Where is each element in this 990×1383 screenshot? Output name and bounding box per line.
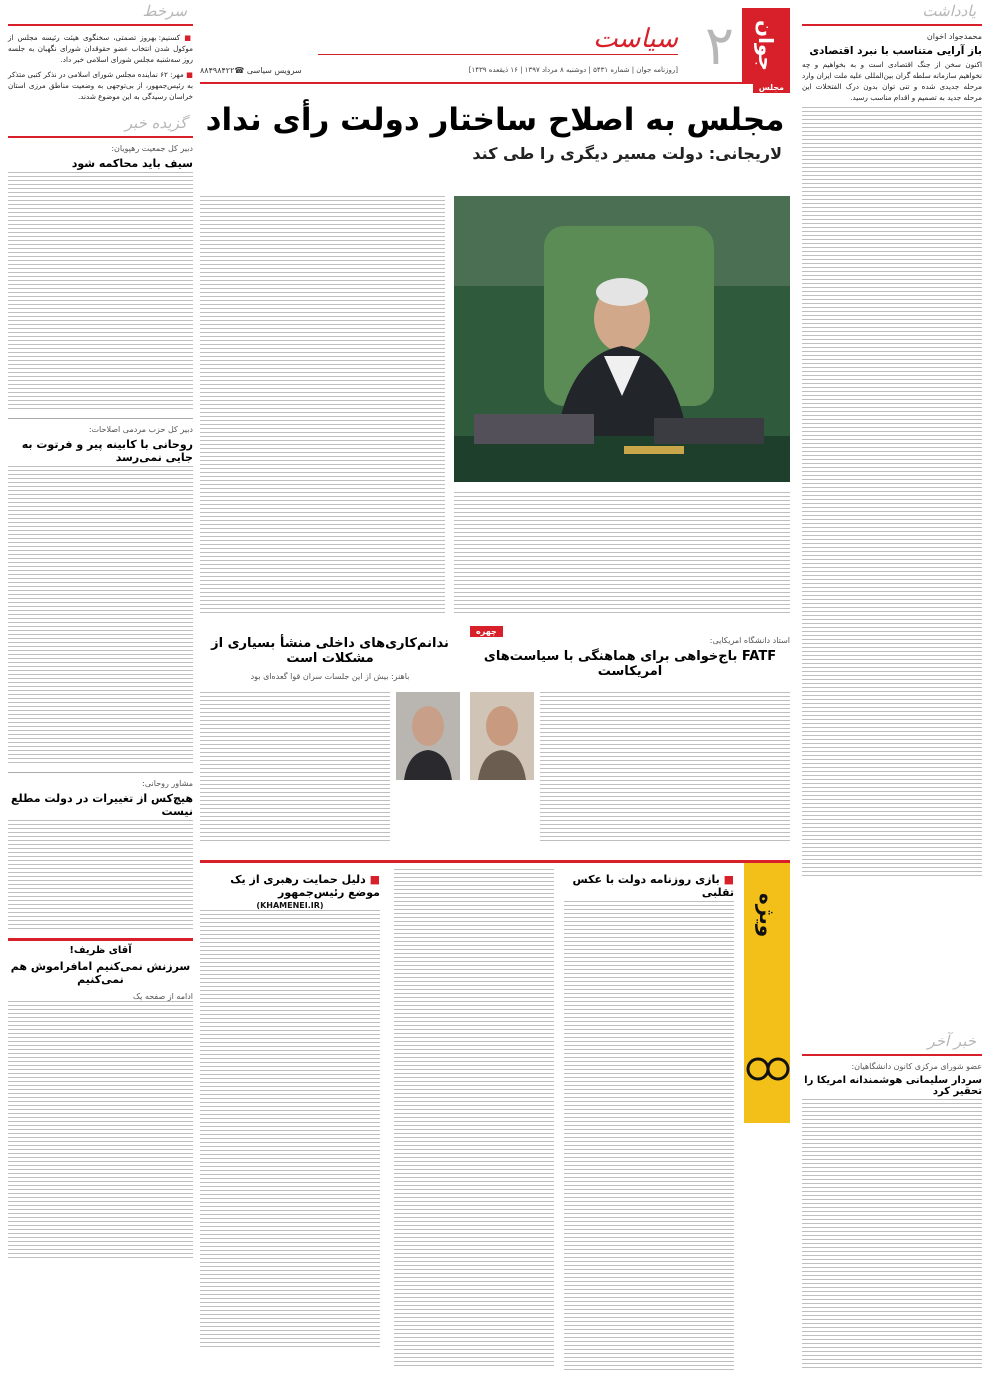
- news1-kicker: دبیر کل جمعیت رهپویان:: [111, 144, 193, 153]
- center-column: [200, 0, 790, 1382]
- news2-body: [8, 466, 193, 766]
- special-item3-handle: (KHAMENEI.IR): [256, 901, 324, 910]
- special-middle: [394, 869, 554, 1369]
- headlines-section-header: سرخط: [8, 0, 193, 26]
- story3-sub: باهنر: بیش از این جلسات سران قوا گعده‌ای بود: [250, 672, 410, 681]
- left-column: [8, 0, 193, 1382]
- story3-headline: ندانم‌کاری‌های داخلی منشأ بسیاری از مشکلات است: [211, 636, 449, 666]
- news1-body: [8, 172, 193, 412]
- news2-title: روحانی با کابینه پیر و فرتوت به جایی نمی‌رسد: [21, 438, 193, 464]
- story2-headline: FATF باج‌خواهی برای هماهنگی با سیاست‌های امریکاست: [483, 649, 777, 679]
- issue-line: [روزنامه جوان | شماره ۵۴۳۱ | دوشنبه ۸ مرداد ۱۳۹۷ | ۱۶ ذیقعده ۱۴۳۹]: [468, 66, 678, 74]
- lastnews-section-header: خبر آخر: [802, 1030, 982, 1056]
- news4-kicker: آقای ظریف!: [69, 945, 132, 956]
- special-label: ویژه: [755, 893, 779, 938]
- note-author: محمدجواد اخوان: [926, 32, 982, 41]
- note-headline: باز آرایی متناسب با نبرد اقتصادی: [809, 45, 982, 57]
- logo: جوان: [742, 8, 790, 82]
- story3-body: [200, 692, 390, 842]
- section-label: مجلس: [753, 82, 790, 93]
- news3-kicker: مشاور روحانی:: [142, 779, 193, 788]
- main-headline: مجلس به اصلاح ساختار دولت رأی نداد: [205, 102, 785, 138]
- special-label-box: [744, 863, 790, 1123]
- main-subhead: لاریجانی: دولت مسیر دیگری را طی کند: [472, 144, 782, 163]
- lead-story-text-under-photo: [454, 492, 790, 616]
- story2-body: [540, 692, 790, 842]
- special-section: [200, 860, 790, 1383]
- special-item1: ■ بازی روزنامه دولت با عکس تقلبی: [564, 869, 734, 1369]
- story2-tag: چهره: [470, 626, 503, 637]
- news4-title: سرزنش نمی‌کنیم امافراموش هم نمی‌کنیم: [10, 960, 191, 986]
- lead-photo: [454, 196, 790, 482]
- story2-kicker: استاد دانشگاه امریکایی:: [709, 636, 790, 645]
- story3-photo: [396, 692, 460, 780]
- news3-title: هیچ‌کس از تغییرات در دولت مطلع نیست: [11, 792, 193, 818]
- lastnews-headline: سردار سلیمانی هوشمندانه امریکا را تحقیر کرد: [804, 1075, 982, 1097]
- glasses-icon: [744, 1029, 790, 1109]
- note-lede: اکنون سخن از جنگ اقتصادی است و به بخواهیم و چه نخواهیم سازمانه سلطه گران بین‌المللی علیه ملت ایران وارد مرحله جدیدی شده و تنی توان بدون درک الفتخلات این مرحله جدید به تصمیم و اقدام مناسب رسید.: [802, 60, 982, 102]
- right-column: [802, 0, 982, 1382]
- page-number: ۲: [704, 14, 734, 77]
- headline-item: ■ مهر: ۶۲ نماینده مجلس شورای اسلامی در نذکر کتبی متذکر به رئیس‌جمهور، از بی‌توجهی به وضعیت مناطق مرزی استان خراسان رسیدگی به این موضوع شدند.: [8, 70, 193, 101]
- special-item2-title: دلیل حمایت رهبری از یک موضع رئیس‌جمهور: [230, 873, 380, 899]
- news2-kicker: دبیر کل حزب مردمی اصلاحات:: [88, 425, 193, 434]
- masthead: [200, 0, 790, 82]
- section-title: سیاست: [318, 24, 678, 55]
- section-label-bar: [200, 82, 790, 96]
- news3-body: [8, 820, 193, 930]
- story2-photo: [470, 692, 534, 780]
- headline-item: ■ کسنیم: بهروز تصمتی، سخنگوی هیئت رئیسه مجلس از موکول شدن انتخاب عضو حقوقدان شورای نگهبان به جلسه روز سه‌شنبه مجلس شورای اسلامی خبر داد.: [8, 33, 193, 64]
- service-line: سرویس سیاسی ☎۸۸۴۹۸۴۲۲: [200, 66, 302, 75]
- lastnews-kicker: عضو شورای مرکزی کانون دانشگاهیان:: [851, 1062, 982, 1071]
- note-section-header: یادداشت: [802, 0, 982, 26]
- news4-body: [8, 1001, 193, 1261]
- selected-news-header: گزیده خبر: [8, 112, 193, 138]
- news1-title: سیف باید محاکمه شود: [71, 157, 193, 170]
- story3: [200, 626, 460, 851]
- news4-sub: ادامه از صفحه یک: [133, 992, 193, 1001]
- special-item2: ■ دلیل حمایت رهبری از یک موضع رئیس‌جمهور (KHAMENEI.IR): [200, 869, 380, 1369]
- special-item1-title: بازی روزنامه دولت با عکس تقلبی: [572, 873, 734, 899]
- lastnews-body-lines: [802, 1099, 982, 1369]
- story2: [470, 626, 790, 851]
- lead-story-text: [200, 196, 445, 616]
- note-body-lines: [802, 107, 982, 877]
- speaker-photo: [454, 196, 790, 482]
